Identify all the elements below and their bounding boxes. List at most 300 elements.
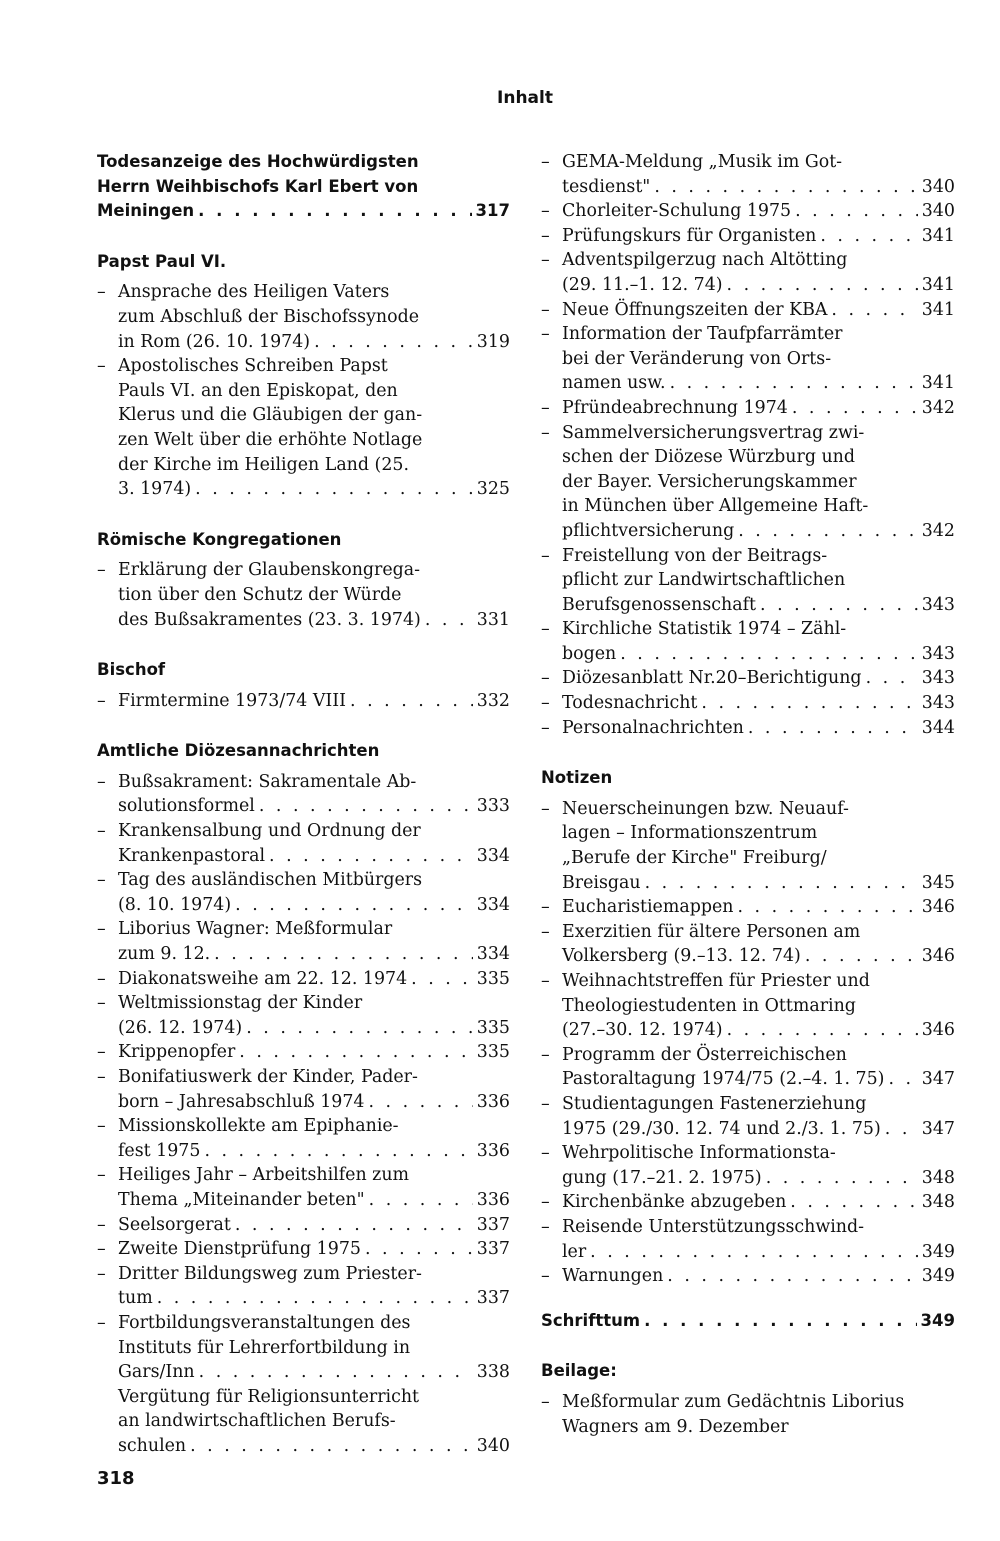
page-ref: 347: [921, 1118, 955, 1139]
toc-entry: [97, 917, 510, 966]
toc-section: [97, 250, 510, 502]
entry-dash: –: [541, 971, 550, 991]
entry-line: Wagners am 9. Dezember: [562, 1416, 789, 1437]
entry-dash: –: [541, 1266, 550, 1287]
toc-entry: [541, 396, 955, 421]
entry-line: [562, 666, 955, 691]
entry-dash: –: [541, 250, 550, 271]
page-ref: 345: [921, 872, 955, 893]
entry-line: [562, 593, 955, 618]
dot-leader: [866, 666, 918, 691]
entry-line: der Kirche im Heiligen Land (25.: [118, 454, 409, 475]
right-column: [541, 150, 955, 1445]
toc-entry: [97, 1311, 510, 1385]
entry-text: solutionsformel: [118, 796, 255, 817]
entry-line: Neuerscheinungen bzw. Neuauf-: [562, 798, 849, 819]
entry-lines: [118, 991, 510, 1040]
entry-lines: [118, 1213, 510, 1238]
entry-dash: –: [541, 397, 550, 418]
section-heading: Bischof: [97, 660, 166, 680]
heading-entry: [97, 150, 510, 224]
entry-text: Firmtermine 1973/74 VIII: [118, 690, 347, 711]
entry-lines: [562, 150, 955, 199]
dot-leader: [365, 1237, 473, 1262]
page-ref: 334: [476, 944, 510, 965]
entry-line: „Berufe der Kirche" Freiburg/: [562, 848, 827, 869]
entry-lines: [562, 1092, 955, 1141]
entry-text: Pastoraltagung 1974/75 (2.–4. 1. 75): [562, 1069, 885, 1090]
entry-dash: –: [541, 1391, 550, 1412]
toc-entry: [541, 617, 955, 666]
entry-lines: [562, 691, 955, 716]
entry-text: Meiningen: [97, 201, 195, 221]
page-ref: 346: [921, 1020, 955, 1041]
page-ref: 336: [476, 1091, 510, 1112]
entry-dash: –: [97, 1239, 106, 1260]
entry-lines: [562, 920, 955, 969]
toc-entry: [541, 716, 955, 741]
dot-leader: [644, 1309, 916, 1334]
toc-entry: [97, 1114, 510, 1163]
entry-text: bogen: [562, 643, 617, 664]
entry-dash: –: [97, 1165, 106, 1186]
entry-line: [118, 689, 510, 714]
toc-entry: [97, 280, 510, 354]
dot-leader: [235, 1213, 473, 1238]
entry-dash: –: [541, 798, 550, 819]
entry-line: [562, 1240, 955, 1265]
entry-line: Krankensalbung und Ordnung der: [118, 821, 421, 842]
page-ref: 348: [921, 1167, 955, 1188]
entry-line: [118, 1090, 510, 1115]
toc-section: [97, 528, 510, 632]
entry-text: tesdienst": [562, 176, 651, 197]
entry-line: Ansprache des Heiligen Vaters: [118, 282, 390, 303]
entry-line: [562, 224, 955, 249]
entry-dash: –: [97, 1312, 106, 1333]
dot-leader: [239, 1040, 473, 1065]
entry-text: Pfründeabrechnung 1974: [562, 397, 788, 418]
entry-dash: –: [541, 668, 550, 689]
entry-line: Heiliges Jahr – Arbeitshilfen zum: [118, 1165, 410, 1186]
entry-dash: –: [541, 717, 550, 738]
dot-leader: [748, 716, 918, 741]
entry-dash: –: [97, 771, 106, 792]
page-ref: 334: [476, 894, 510, 915]
entry-line: [118, 1040, 510, 1065]
entry-line: [118, 942, 510, 967]
page-ref: 343: [921, 693, 955, 714]
entry-text: 1975 (29./30. 12. 74 und 2./3. 1. 75): [562, 1118, 881, 1139]
entry-line: Kirchliche Statistik 1974 – Zähl-: [562, 619, 847, 640]
entry-line: [562, 519, 955, 544]
page-ref: 341: [921, 225, 955, 246]
entry-line: [118, 893, 510, 918]
section-heading: Römische Kongregationen: [97, 529, 342, 549]
entry-text: gung (17.–21. 2. 1975): [562, 1167, 762, 1188]
dot-leader: [701, 691, 917, 716]
dot-leader: [369, 1188, 473, 1213]
entry-lines: [118, 1040, 510, 1065]
entry-line: Information der Taufpfarrämter: [562, 324, 843, 345]
entry-line: der Bayer. Versicherungskammer: [562, 471, 857, 492]
entry-dash: –: [97, 1067, 106, 1087]
entry-text: Kirchenbänke abzugeben: [562, 1192, 787, 1213]
toc-section: [541, 150, 955, 740]
entry-text: Diözesanblatt Nr.20–Berichtigung: [562, 668, 862, 689]
toc-entry: [541, 224, 955, 249]
entry-line: Exerzitien für ältere Personen am: [562, 921, 861, 942]
entry-line: [562, 1117, 955, 1142]
entry-line: pflicht zur Landwirtschaftlichen: [562, 570, 846, 591]
entry-line: [118, 1016, 510, 1041]
entry-line: [562, 642, 955, 667]
dot-leader: [235, 893, 473, 918]
toc-entry: [541, 666, 955, 691]
toc-entry: [541, 1141, 955, 1190]
page-ref: 343: [921, 643, 955, 664]
entry-text: Schrifttum: [541, 1310, 641, 1330]
toc-entry: [97, 1163, 510, 1212]
entry-text: (27.–30. 12. 1974): [562, 1020, 723, 1041]
entry-lines: [562, 895, 955, 920]
page-ref: 337: [476, 1214, 510, 1235]
page-number: 318: [97, 1468, 135, 1489]
entry-line: [562, 691, 955, 716]
dot-leader: [795, 199, 918, 224]
entry-text: (26. 12. 1974): [118, 1017, 243, 1038]
entry-text: Todesnachricht: [562, 693, 698, 714]
entry-line: [562, 371, 955, 396]
entry-line: Theologiestudenten in Ottmaring: [562, 995, 856, 1016]
page-ref: 348: [921, 1192, 955, 1213]
entry-lines: [118, 819, 510, 868]
dot-leader: [620, 642, 918, 667]
page-ref: 331: [476, 609, 510, 630]
toc-entry: [97, 1065, 510, 1114]
entry-dash: –: [541, 324, 550, 345]
entry-dash: –: [97, 282, 106, 303]
entry-line: [562, 175, 955, 200]
page-ref: 333: [476, 796, 510, 817]
entry-line: [118, 1139, 510, 1164]
dot-leader: [425, 608, 473, 633]
entry-line: Meßformular zum Gedächtnis Liborius: [562, 1391, 905, 1412]
toc-heading-entry: [97, 150, 510, 224]
dot-leader: [199, 1360, 473, 1385]
entry-lines: [118, 558, 510, 632]
entry-lines: [562, 248, 955, 297]
entry-line: [118, 1237, 510, 1262]
entry-line: [118, 608, 510, 633]
entry-line: [118, 1434, 510, 1459]
entry-dash: –: [97, 968, 106, 989]
entry-lines: [562, 1190, 955, 1215]
toc-section: [541, 766, 955, 1288]
entry-text: Personalnachrichten: [562, 717, 744, 738]
entry-line: Wehrpolitische Informationsta-: [562, 1143, 836, 1164]
toc-entry: [97, 1213, 510, 1238]
dot-leader: [411, 967, 473, 992]
toc-heading-entry: [541, 1309, 955, 1334]
entry-line: an landwirtschaftlichen Berufs-: [118, 1411, 396, 1432]
entry-line: bei der Veränderung von Orts-: [562, 348, 832, 369]
toc-entry: [97, 689, 510, 714]
page-ref: 342: [921, 397, 955, 418]
page-ref: 325: [476, 479, 510, 500]
entry-text: Gars/Inn: [118, 1362, 195, 1383]
page-ref: 343: [921, 594, 955, 615]
entry-line: [118, 1360, 510, 1385]
entry-lines: [562, 1215, 955, 1264]
dot-leader: [820, 224, 917, 249]
entry-lines: [562, 1264, 955, 1289]
entry-line: Herrn Weihbischofs Karl Ebert von: [97, 176, 419, 196]
entry-lines: [118, 868, 510, 917]
page-ref: 340: [476, 1435, 510, 1456]
entry-lines: [562, 224, 955, 249]
entry-lines: [118, 917, 510, 966]
entry-text: fest 1975: [118, 1140, 201, 1161]
entry-dash: –: [541, 1093, 550, 1114]
dot-leader: [214, 942, 473, 967]
toc-entry: [97, 1237, 510, 1262]
dot-leader: [590, 1240, 918, 1265]
section-heading: Papst Paul VI.: [97, 251, 227, 271]
page-ref: 332: [476, 690, 510, 711]
entry-line: [118, 844, 510, 869]
entry-line: [562, 199, 955, 224]
entry-text: pflichtversicherung: [562, 520, 735, 541]
page-ref: 349: [921, 1241, 955, 1262]
entry-line: Missionskollekte am Epiphanie-: [118, 1116, 399, 1137]
page-ref: 317: [475, 201, 510, 221]
toc-entry: [97, 991, 510, 1040]
page-ref: 341: [921, 299, 955, 320]
entry-dash: –: [97, 870, 106, 891]
entry-text: Krankenpastoral: [118, 845, 266, 866]
entry-line: [118, 967, 510, 992]
entry-dash: –: [97, 821, 106, 842]
entry-lines: [562, 421, 955, 544]
entry-line: Tag des ausländischen Mitbürgers: [118, 870, 423, 891]
dot-leader: [760, 593, 918, 618]
entry-dash: –: [541, 201, 550, 222]
dot-leader: [727, 273, 918, 298]
section-heading: Notizen: [541, 768, 613, 788]
dot-leader: [190, 1434, 473, 1459]
entry-line: [562, 716, 955, 741]
entry-text: Volkersberg (9.–13. 12. 74): [562, 946, 801, 967]
entry-line: [118, 1213, 510, 1238]
entry-line: Weltmissionstag der Kinder: [118, 993, 363, 1014]
entry-line: [118, 794, 510, 819]
entry-line: lagen – Informationszentrum: [562, 823, 818, 844]
entry-line: Reisende Unterstützungsschwind-: [562, 1216, 865, 1237]
entry-text: zum 9. 12.: [118, 944, 211, 965]
page-ref: 342: [921, 520, 955, 541]
entry-dash: –: [541, 921, 550, 942]
page-ref: 338: [476, 1362, 510, 1383]
toc-section: [97, 739, 510, 1458]
dot-leader: [667, 1264, 918, 1289]
entry-text: Zweite Dienstprüfung 1975: [118, 1239, 361, 1260]
dot-leader: [195, 477, 473, 502]
entry-dash: –: [97, 690, 106, 711]
entry-dash: –: [541, 299, 550, 320]
entry-lines: [562, 797, 955, 895]
entry-dash: –: [541, 422, 550, 443]
toc-section: [97, 658, 510, 713]
toc-entry: [541, 1264, 955, 1289]
toc-entry: [541, 797, 955, 895]
page-ref: 337: [476, 1288, 510, 1309]
dot-leader: [888, 1067, 917, 1092]
heading-entry: [541, 1309, 955, 1334]
entry-text: namen usw.: [562, 373, 666, 394]
toc-entry: [541, 691, 955, 716]
entry-lines: [562, 396, 955, 421]
dot-leader: [204, 1139, 472, 1164]
page-ref: 347: [921, 1069, 955, 1090]
entry-dash: –: [97, 1214, 106, 1235]
dot-leader: [654, 175, 917, 200]
toc-entry: [541, 969, 955, 1043]
toc-entry: [541, 150, 955, 199]
entry-line: Dritter Bildungsweg zum Priester-: [118, 1263, 422, 1284]
toc-entry: [541, 322, 955, 396]
entry-line: schen der Diözese Würzburg und: [562, 447, 856, 468]
toc-entry: [541, 248, 955, 297]
entry-line: Apostolisches Schreiben Papst: [118, 356, 388, 377]
page-ref: 343: [921, 668, 955, 689]
page-ref: 334: [476, 845, 510, 866]
entry-dash: –: [541, 152, 550, 172]
entry-lines: [562, 1390, 955, 1439]
entry-text: Breisgau: [562, 872, 641, 893]
entry-line: Vergütung für Religionsunterricht: [118, 1386, 420, 1407]
entry-dash: –: [97, 560, 106, 581]
page-ref: 346: [921, 946, 955, 967]
left-column: [97, 150, 510, 1465]
toc-entry: [541, 1390, 955, 1439]
entry-text: (29. 11.–1. 12. 74): [562, 274, 723, 295]
toc-entry: [541, 1092, 955, 1141]
entry-line: Bußsakrament: Sakramentale Ab-: [118, 771, 417, 792]
entry-line: [562, 1018, 955, 1043]
section-heading: Beilage:: [541, 1361, 617, 1381]
entry-text: Chorleiter-Schulung 1975: [562, 201, 792, 222]
page-ref: 336: [476, 1140, 510, 1161]
entry-dash: –: [97, 1116, 106, 1137]
toc-entry: [541, 421, 955, 544]
toc-entry: [541, 1215, 955, 1264]
page-ref: 340: [921, 201, 955, 222]
entry-dash: –: [97, 1263, 106, 1284]
entry-line: [562, 871, 955, 896]
entry-lines: [562, 1043, 955, 1092]
entry-text: Neue Öffnungszeiten der KBA: [562, 299, 828, 320]
entry-text: (8. 10. 1974): [118, 894, 232, 915]
entry-lines: [562, 617, 955, 666]
entry-text: Krippenopfer: [118, 1042, 236, 1063]
entry-line: Programm der Österreichischen: [562, 1044, 847, 1065]
entry-text: Thema „Miteinander beten": [118, 1189, 365, 1210]
entry-text: tum: [118, 1288, 153, 1309]
entry-text: ler: [562, 1241, 587, 1262]
dot-leader: [269, 844, 473, 869]
entry-lines: [562, 298, 955, 323]
entry-line: [562, 1190, 955, 1215]
entry-line: zen Welt über die erhöhte Notlage: [118, 429, 423, 450]
entry-line: [562, 1166, 955, 1191]
entry-text: Berufsgenossenschaft: [562, 594, 757, 615]
page-ref: 336: [476, 1189, 510, 1210]
entry-dash: –: [97, 993, 106, 1014]
entry-lines: [118, 1262, 510, 1311]
dot-leader: [738, 519, 918, 544]
entry-dash: –: [541, 1143, 550, 1164]
entry-line: [562, 273, 955, 298]
entry-line: Weihnachtstreffen für Priester und: [562, 971, 870, 991]
entry-text: Warnungen: [562, 1266, 664, 1287]
entry-text: Eucharistiemappen: [562, 897, 734, 918]
entry-line: zum Abschluß der Bischofssynode: [118, 306, 419, 327]
page-ref: 335: [476, 968, 510, 989]
section-heading: Amtliche Diözesannachrichten: [97, 741, 380, 761]
entry-dash: –: [541, 1216, 550, 1237]
entry-lines: [118, 1163, 510, 1212]
toc-entry: [97, 770, 510, 819]
dot-leader: [790, 1190, 918, 1215]
entry-line: Erklärung der Glaubenskongrega-: [118, 560, 421, 581]
toc-entry: [541, 544, 955, 618]
dot-leader: [645, 871, 918, 896]
toc-entry: [541, 895, 955, 920]
toc-entry: [97, 1385, 510, 1459]
entry-line: Bonifatiuswerk der Kinder, Pader-: [118, 1067, 418, 1087]
entry-text: in Rom (26. 10. 1974): [118, 331, 311, 352]
entry-lines: [118, 1311, 510, 1385]
dot-leader: [805, 944, 918, 969]
entry-line: [562, 895, 955, 920]
toc-entry: [97, 868, 510, 917]
entry-text: des Bußsakramentes (23. 3. 1974): [118, 609, 421, 630]
dot-leader: [831, 298, 917, 323]
entry-lines: [562, 1141, 955, 1190]
entry-text: Diakonatsweihe am 22. 12. 1974: [118, 968, 408, 989]
page-ref: 337: [476, 1239, 510, 1260]
entry-lines: [562, 199, 955, 224]
toc-section: [541, 1359, 955, 1439]
entry-dash: –: [97, 919, 106, 940]
entry-lines: [118, 967, 510, 992]
page-title: Inhalt: [497, 88, 553, 108]
entry-text: born – Jahresabschluß 1974: [118, 1091, 365, 1112]
entry-line: [562, 298, 955, 323]
entry-line: [118, 330, 510, 355]
page-ref: 344: [921, 717, 955, 738]
entry-text: 3. 1974): [118, 479, 192, 500]
entry-dash: –: [541, 545, 550, 566]
entry-line: [562, 944, 955, 969]
dot-leader: [157, 1286, 473, 1311]
entry-lines: [118, 280, 510, 354]
entry-line: Pauls VI. an den Episkopat, den: [118, 380, 398, 401]
entry-line: Todesanzeige des Hochwürdigsten: [97, 152, 419, 171]
toc-entry: [541, 920, 955, 969]
dot-leader: [314, 330, 473, 355]
